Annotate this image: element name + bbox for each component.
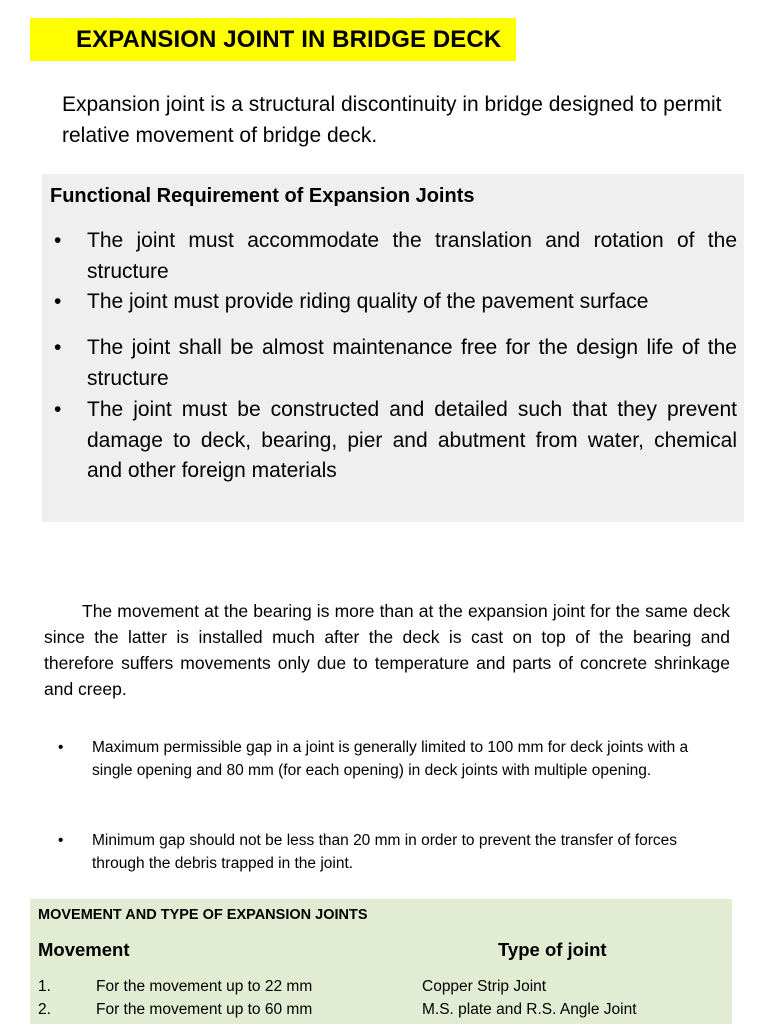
bullet-icon: •: [54, 398, 62, 421]
row-joint-type: M.S. plate and R.S. Angle Joint: [422, 1001, 637, 1018]
bullet-icon: •: [58, 739, 64, 756]
note-text: Minimum gap should not be less than 20 mm in order to prevent the transfer of forces through the debris trapped in the joint.: [92, 832, 677, 872]
bullet-icon: •: [54, 290, 62, 313]
bullet-icon: •: [58, 832, 64, 849]
intro-text: Expansion joint is a structural discontinuity in bridge designed to permit relative movement of bridge deck.: [62, 93, 722, 147]
row-joint-type: Copper Strip Joint: [422, 978, 547, 995]
column-header-type: Type of joint: [498, 939, 607, 960]
joint-types-table: [30, 899, 732, 1024]
column-header-movement: Movement: [38, 939, 130, 960]
body-paragraph: The movement at the bearing is more than at the expansion joint for the same deck since the latter is installed much after the deck is cast on top of the bearing and therefore suffers movements only due to temperature and parts of concrete shrinkage and creep.: [44, 601, 730, 699]
requirements-heading: Functional Requirement of Expansion Joints: [50, 185, 475, 207]
requirements-box: [42, 174, 744, 522]
bullet-icon: •: [54, 336, 62, 359]
row-movement: For the movement up to 22 mm: [96, 978, 313, 995]
note-text: Maximum permissible gap in a joint is generally limited to 100 mm for deck joints with a single opening and 80 mm (for each opening) in deck joints with multiple opening.: [92, 739, 689, 779]
requirement-text: The joint must provide riding quality of the pavement surface: [87, 290, 649, 313]
requirement-text: The joint must be constructed and detailed such that they prevent damage to deck, bearing, pier and abutment from water, chemical and other foreign materials: [87, 398, 737, 482]
requirement-text: The joint must accommodate the translation and rotation of the structure: [87, 229, 737, 283]
row-number: 1.: [38, 978, 51, 995]
row-number: 2.: [38, 1001, 51, 1018]
page-title: EXPANSION JOINT IN BRIDGE DECK: [30, 18, 516, 61]
bullet-icon: •: [54, 229, 62, 252]
requirement-text: The joint shall be almost maintenance free for the design life of the structure: [87, 336, 737, 390]
table-caption: MOVEMENT AND TYPE OF EXPANSION JOINTS: [38, 907, 368, 923]
row-movement: For the movement up to 60 mm: [96, 1001, 313, 1018]
